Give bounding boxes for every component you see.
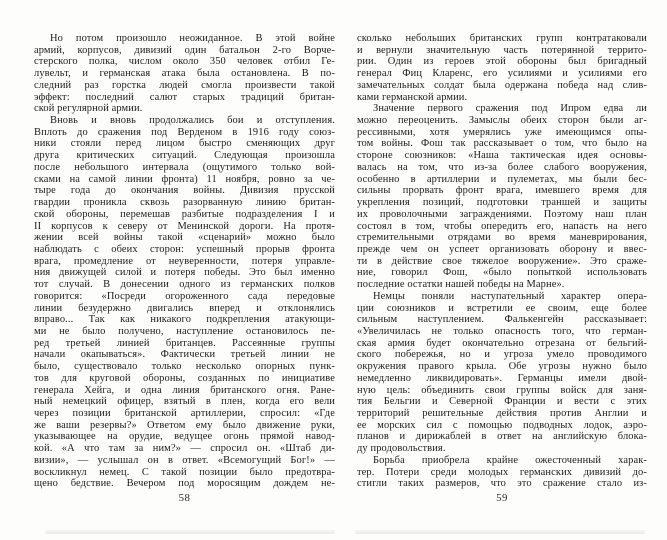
text-line: ции союзников и встретили ее своим, еще более bbox=[357, 302, 647, 314]
text-line: врага, промедление от неуверенности, потеря управле- bbox=[34, 255, 335, 267]
text-line: наблюдать с обеих сторон: успешный прорыв фронта bbox=[34, 243, 335, 255]
text-line: стороне союзников: «Наша тактическая идея основы- bbox=[357, 150, 647, 162]
text-line: тыре года до окончания войны. Дивизия прусской bbox=[34, 185, 335, 197]
text-line: было, существовало только несколько опорных пунк- bbox=[34, 361, 335, 373]
text-line: друга критических ситуаций. Следующая произошла bbox=[34, 150, 335, 162]
text-line: ный немецкий офицер, взятый в плен, когда его вели bbox=[34, 396, 335, 408]
text-line: ти в действие свое тяжелое вооружение». Это сраже- bbox=[357, 255, 647, 267]
page-number-right: 59 bbox=[496, 492, 508, 505]
text-line: тия Бельгии и Северной Франции и вести с этих bbox=[357, 396, 647, 408]
text-line: стремительными отрядами во время маневрирования, bbox=[357, 232, 647, 244]
scan-shadow-left bbox=[45, 530, 335, 534]
page-right-text bbox=[357, 33, 647, 490]
text-line: «Увеличилась не только опасность того, что герман- bbox=[357, 325, 647, 337]
text-line: указывающее на орудие, ведущее огонь прямой навод- bbox=[34, 431, 335, 443]
text-line: Немцы поняли наступательный характер опера- bbox=[373, 290, 647, 302]
text-line: сильны прорвать фронт врага, имевшего время для bbox=[357, 185, 647, 197]
text-line: валась на том, что из-за более слабого вооружения, bbox=[357, 161, 647, 173]
text-line: окружения правого крыла. Обе угрозы нужно было bbox=[357, 361, 647, 373]
text-line: Но потом произошло неожиданное. В этой войне bbox=[50, 33, 335, 44]
text-line: ее морских сил с помощью подводных лодок, аэро- bbox=[357, 419, 647, 431]
text-line: укрепления позиций, подготовки траншей и защиты bbox=[357, 197, 647, 209]
text-line: щено бедствие. Вечером под моросящим дождем не- bbox=[34, 478, 335, 490]
text-line: рии. Один из героев этой обороны был бригадный bbox=[357, 56, 647, 68]
text-line: ния движущей силой и потеря победы. Это был именно bbox=[34, 267, 335, 279]
text-line: планов и дирижаблей в ответ на английскую блока- bbox=[357, 431, 647, 443]
text-line: прежде чем он успеет организовать оборону и ввес- bbox=[357, 243, 647, 255]
text-line: кой. «А что там за ним?» — спросил он. «Штаб ди- bbox=[34, 443, 335, 455]
text-line: визии», — услышал он в ответ. «Всемогущий Бог!» — bbox=[34, 454, 335, 466]
text-line: ской обороны, перемешав разбитые подразделения I и bbox=[34, 208, 335, 220]
text-line: последние остатки нашей победы на Марне». bbox=[357, 279, 565, 291]
text-line: ками германской армии. bbox=[357, 91, 468, 103]
text-line: ская армия будет окончательно отрезана от бельгий- bbox=[357, 337, 647, 349]
text-line: и вернули значительную часть потерянной террито- bbox=[357, 44, 647, 56]
text-line: том войны. Фош так рассказывает о том, что было на bbox=[357, 138, 647, 150]
text-line: рессивными, хотя умерялись уже имеющимся опы- bbox=[357, 126, 647, 138]
text-line: через позиции британской артиллерии, спросил: «Где bbox=[34, 408, 335, 419]
text-line: вправо... Так как никакого подкрепления атакующи- bbox=[34, 314, 335, 326]
text-line: воскликнул немец. С такой позиции было предотвра- bbox=[34, 466, 335, 478]
text-line: их проволочными заграждениями. Поэтому наш план bbox=[357, 208, 647, 220]
text-line: сками на самой линии фронта) 11 ноября, ровно за че- bbox=[34, 173, 335, 185]
text-line: сильным наступлением. Фалькенгейн рассказывает: bbox=[357, 314, 647, 326]
page-left bbox=[34, 33, 335, 505]
text-line: стерского полка, числом около 350 человек отбил Ге- bbox=[34, 56, 335, 68]
text-line: говорится: «Посреди огороженного сада передовые bbox=[34, 290, 335, 302]
text-line: линии безудержно двигались вперед и отклонялись bbox=[34, 302, 335, 314]
text-line: ду продовольствия. bbox=[357, 443, 446, 455]
text-line: после небольшого интервала (ощутимого только вой- bbox=[34, 161, 335, 173]
text-line: особенно в артиллерии и пулеметах, мы были бес- bbox=[357, 173, 647, 185]
page-number-left: 58 bbox=[178, 492, 191, 505]
text-line: ской регулярной армии. bbox=[34, 103, 143, 115]
page-left-text bbox=[34, 33, 335, 490]
text-line: территорий решительные действия против Англии и bbox=[357, 408, 647, 419]
text-line: тер. Потери среди молодых германских дивизий до- bbox=[357, 466, 647, 478]
text-line: можно переоценить. Замыслы обеих сторон были аг- bbox=[357, 115, 647, 127]
text-line: Вновь и вновь продолжались бои и отступления. bbox=[50, 115, 335, 127]
text-line: же ваши резервы?» Ответом ему было движение руки, bbox=[34, 419, 335, 431]
text-line: жении всей войны такой «сценарий» можно было bbox=[34, 232, 335, 244]
text-line: генерал Фиц Кларенс, его усилиями и усилиями его bbox=[357, 68, 647, 80]
text-line: следний раз горстка людей смогла произвести такой bbox=[34, 79, 335, 91]
text-line: эффект: последний салют старых традиций британ- bbox=[34, 91, 335, 103]
text-line: стигли таких размеров, что это сражение стало из- bbox=[357, 478, 647, 490]
text-line: начали окапываться». Фактически третьей линии не bbox=[34, 349, 335, 361]
text-line: состоял в том, чтобы опередить его, напасть на него bbox=[357, 220, 647, 232]
scan-shadow-right bbox=[355, 530, 645, 534]
text-line: ную цель: объединить свои группы войск для заня- bbox=[357, 384, 647, 396]
text-line: замечательных солдат была одержана победа над слив- bbox=[357, 79, 647, 91]
text-line: Борьба приобрела крайне ожесточенный харак- bbox=[373, 454, 647, 466]
text-line: немедленно ликвидировать». Германцы имели двой- bbox=[357, 372, 647, 384]
text-line: сколько небольших британских групп контратаковали bbox=[357, 33, 647, 44]
text-line: ского побережья, но и угроза умело проводимого bbox=[357, 349, 647, 361]
text-line: ред третьей линией британцев. Рассеянные группы bbox=[34, 337, 335, 349]
page-right bbox=[357, 33, 647, 505]
text-line: ние, говорил Фош, «было попыткой использовать bbox=[357, 267, 647, 279]
text-line: генерала Хейга, и одна линия британского огня. Ране- bbox=[34, 384, 335, 396]
text-line: армий, корпусов, дивизий один батальон 2-го Ворче- bbox=[34, 44, 335, 56]
text-line: Вплоть до сражения под Верденом в 1916 году союз- bbox=[34, 126, 335, 138]
text-line: лувельт, и германская атака была остановлена. В по- bbox=[34, 68, 335, 80]
text-line: ники стояли перед лицом быстро сменяющих друг bbox=[34, 138, 335, 150]
text-line: II корпусов к северу от Менинской дороги. На протя- bbox=[34, 220, 335, 232]
text-line: тот случай. В донесении одного из германских полков bbox=[34, 279, 335, 291]
text-line: гвардии проникла сквозь разорванную линию британ- bbox=[34, 197, 335, 209]
text-line: тов для круговой обороны, созданных по инициативе bbox=[34, 372, 335, 384]
text-line: Значение первого сражения под Ипром едва ли bbox=[373, 103, 647, 115]
text-line: ми не было получено, наступление остановилось пе- bbox=[34, 325, 335, 337]
